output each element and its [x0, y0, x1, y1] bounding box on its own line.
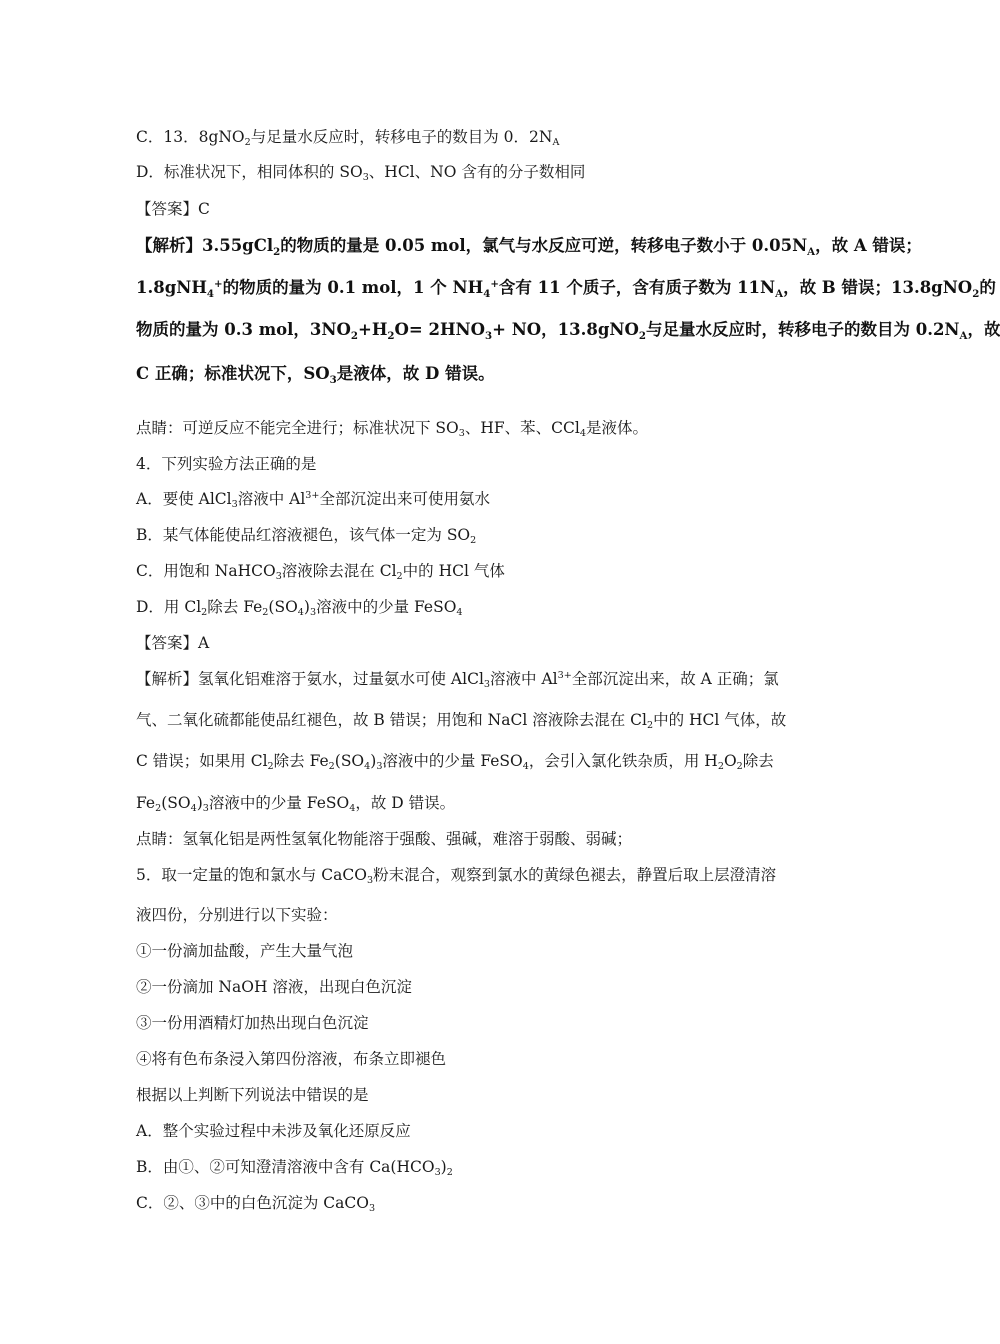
subscript: 4: [456, 607, 463, 619]
text-segment: (SO: [334, 752, 365, 770]
text-segment: ): [196, 794, 203, 812]
text-segment: 根据以上判断下列说法中错误的是: [136, 1086, 369, 1104]
text-segment: (SO: [161, 794, 191, 812]
subscript: 2: [972, 287, 980, 300]
text-line: [136, 1049, 446, 1069]
subscript: 2: [244, 137, 251, 149]
text-segment: (SO: [268, 598, 298, 616]
text-segment: 全部沉淀出来，故 A 正确；氯: [571, 670, 779, 688]
text-line: [136, 418, 648, 441]
text-line: [136, 199, 210, 219]
text-line: [136, 1121, 411, 1141]
text-line: [136, 489, 490, 512]
superscript: +: [490, 277, 499, 290]
text-segment: O= 2HNO: [394, 320, 486, 339]
subscript: 2: [273, 245, 281, 258]
subscript: 2: [262, 607, 269, 619]
text-segment: 与足量水反应时，转移电子的数目为 0.2N: [645, 320, 960, 339]
text-line: [136, 127, 559, 150]
subscript: 3: [434, 1167, 441, 1179]
text-segment: 溶液中 Al: [237, 490, 306, 508]
text-segment: D．标准状况下，相同体积的 SO: [136, 163, 363, 181]
text-segment: Fe: [136, 794, 156, 812]
text-segment: 【解析】3.55gCl: [136, 236, 274, 255]
text-segment: 溶液中 Al: [490, 670, 558, 688]
subscript: 3: [231, 499, 238, 511]
subscript: 2: [201, 607, 208, 619]
subscript: 2: [387, 329, 395, 342]
text-segment: 4．下列实验方法正确的是: [136, 455, 317, 473]
subscript: A: [552, 137, 560, 149]
text-segment: ，故 D 错误。: [355, 794, 456, 812]
text-segment: + NO，13.8gNO: [492, 320, 639, 339]
text-line: [136, 633, 209, 653]
text-segment: 物质的量为 0.3 mol，3NO: [136, 320, 351, 339]
subscript: 3: [376, 761, 383, 773]
text-segment: O: [723, 752, 737, 770]
subscript: 2: [638, 329, 646, 342]
text-line: [136, 977, 412, 997]
text-segment: 5．取一定量的饱和氯水与 CaCO: [136, 866, 367, 884]
text-segment: ，故 B 错误；13.8gNO: [783, 278, 973, 297]
text-segment: 全部沉淀出来可使用氨水: [319, 490, 490, 508]
text-line: [136, 1085, 369, 1105]
text-segment: 气、二氧化硫都能使品红褪色，故 B 错误；用饱和 NaCl 溶液除去混在 Cl: [136, 711, 647, 729]
text-line: [136, 320, 1000, 342]
text-segment: A．要使 AlCl: [136, 490, 232, 508]
text-segment: 【答案】A: [136, 634, 210, 652]
text-segment: 、HCl、NO 含有的分子数相同: [368, 163, 586, 181]
text-segment: 是液体。: [585, 419, 648, 437]
text-segment: 液四份，分别进行以下实验：: [136, 906, 338, 924]
text-segment: 1.8gNH: [136, 278, 207, 297]
text-line: [136, 236, 922, 258]
text-segment: ，故 A 错误；: [815, 236, 922, 255]
text-segment: 溶液中的少量 FeSO: [208, 794, 350, 812]
text-segment: 点睛：可逆反应不能完全进行；标准状况下 SO: [136, 419, 459, 437]
text-segment: 溶液中的少量 FeSO: [382, 752, 523, 770]
text-segment: 粉末混合，观察到氯水的黄绿色褪去，静置后取上层澄清溶: [373, 866, 777, 884]
text-line: [136, 525, 476, 548]
text-segment: ①一份滴加盐酸，产生大量气泡: [136, 942, 354, 960]
subscript: 3: [483, 679, 491, 691]
subscript: A: [807, 245, 816, 258]
subscript: 3: [362, 172, 369, 184]
subscript: 2: [267, 761, 274, 773]
subscript: 4: [483, 287, 491, 300]
text-segment: ②一份滴加 NaOH 溶液，出现白色沉淀: [136, 978, 412, 996]
text-segment: ③一份用酒精灯加热出现白色沉淀: [136, 1014, 369, 1032]
text-segment: 【答案】C: [136, 200, 210, 218]
text-line: [136, 561, 505, 584]
subscript: 4: [364, 761, 371, 773]
text-segment: 中的 HCl 气体: [402, 562, 505, 580]
subscript: 2: [646, 720, 654, 732]
subscript: A: [775, 287, 784, 300]
text-segment: 【解析】氢氧化铝难溶于氨水，过量氨水可使 AlCl: [136, 670, 484, 688]
text-segment: 含有 11 个质子，含有质子数为 11N: [498, 278, 776, 297]
text-segment: A．整个实验过程中未涉及氧化还原反应: [136, 1122, 411, 1140]
superscript: +: [214, 277, 223, 290]
subscript: 3: [458, 428, 465, 440]
text-segment: 是液体，故 D 错误。: [336, 364, 495, 383]
text-segment: B．某气体能使品红溶液褪色，该气体一定为 SO: [136, 526, 471, 544]
text-line: [136, 1157, 453, 1180]
text-segment: 溶液除去混在 Cl: [281, 562, 397, 580]
text-line: [136, 454, 316, 474]
subscript: 4: [297, 607, 304, 619]
subscript: 2: [350, 329, 358, 342]
text-line: [136, 597, 463, 620]
text-segment: ): [370, 752, 377, 770]
subscript: 4: [190, 803, 197, 815]
text-segment: ，会引入氯化铁杂质，用 H: [528, 752, 718, 770]
text-segment: C．②、③中的白色沉淀为 CaCO: [136, 1194, 369, 1212]
text-line: [136, 162, 585, 185]
text-segment: 的物质的量是 0.05 mol，氯气与水反应可逆，转移电子数小于 0.05N: [280, 236, 808, 255]
text-segment: 、HF、苯、CCl: [464, 419, 580, 437]
text-line: [136, 751, 774, 774]
text-line: [136, 1013, 369, 1033]
subscript: A: [959, 329, 968, 342]
text-line: [136, 1193, 375, 1216]
text-line: [136, 793, 455, 816]
subscript: 4: [349, 803, 356, 815]
text-segment: 与足量水反应时，转移电子的数目为 0．2N: [250, 128, 553, 146]
subscript: 3: [329, 373, 337, 386]
subscript: 4: [522, 761, 529, 773]
text-segment: B．由①、②可知澄清溶液中含有 Ca(HCO: [136, 1158, 435, 1176]
subscript: 4: [206, 287, 215, 300]
text-segment: 的物质的量为 0.1 mol，1 个 NH: [222, 278, 484, 297]
text-line: [136, 278, 996, 300]
subscript: 2: [470, 535, 477, 547]
subscript: 3: [485, 329, 493, 342]
subscript: 3: [309, 607, 317, 619]
text-line: [136, 669, 779, 692]
text-segment: C．用饱和 NaHCO: [136, 562, 276, 580]
text-segment: ): [440, 1158, 447, 1176]
text-segment: 的: [979, 278, 996, 297]
text-line: [136, 941, 353, 961]
text-line: [136, 710, 786, 733]
text-line: [136, 905, 338, 925]
subscript: 2: [717, 761, 724, 773]
text-segment: 中的 HCl 气体，故: [653, 711, 787, 729]
text-segment: ，故: [967, 320, 1000, 339]
text-segment: D．用 Cl: [136, 598, 202, 616]
subscript: 2: [155, 803, 162, 815]
subscript: 3: [202, 803, 209, 815]
text-segment: 除去 Fe: [207, 598, 263, 616]
subscript: 2: [736, 761, 743, 773]
superscript: 3+: [557, 670, 572, 682]
text-segment: 溶液中的少量 FeSO: [316, 598, 457, 616]
text-segment: C 正确；标准状况下，SO: [136, 364, 330, 383]
subscript: 4: [579, 428, 586, 440]
text-segment: 除去 Fe: [273, 752, 329, 770]
subscript: 2: [328, 761, 335, 773]
superscript: 3+: [305, 490, 320, 502]
text-line: [136, 829, 632, 849]
subscript: 3: [368, 1203, 376, 1215]
text-segment: 除去: [742, 752, 774, 770]
text-segment: 点睛：氢氧化铝是两性氢氧化物能溶于强酸、强碱，难溶于弱酸、弱碱；: [136, 830, 633, 848]
subscript: 3: [275, 571, 282, 583]
subscript: 2: [396, 571, 403, 583]
text-line: [136, 865, 776, 888]
text-segment: ④将有色布条浸入第四份溶液，布条立即褪色: [136, 1050, 447, 1068]
text-segment: ): [303, 598, 310, 616]
text-segment: +H: [358, 320, 388, 339]
subscript: 3: [366, 875, 374, 887]
subscript: 2: [446, 1167, 453, 1179]
text-segment: C．13．8gNO: [136, 128, 245, 146]
text-segment: C 错误；如果用 Cl: [136, 752, 268, 770]
text-line: [136, 364, 495, 386]
